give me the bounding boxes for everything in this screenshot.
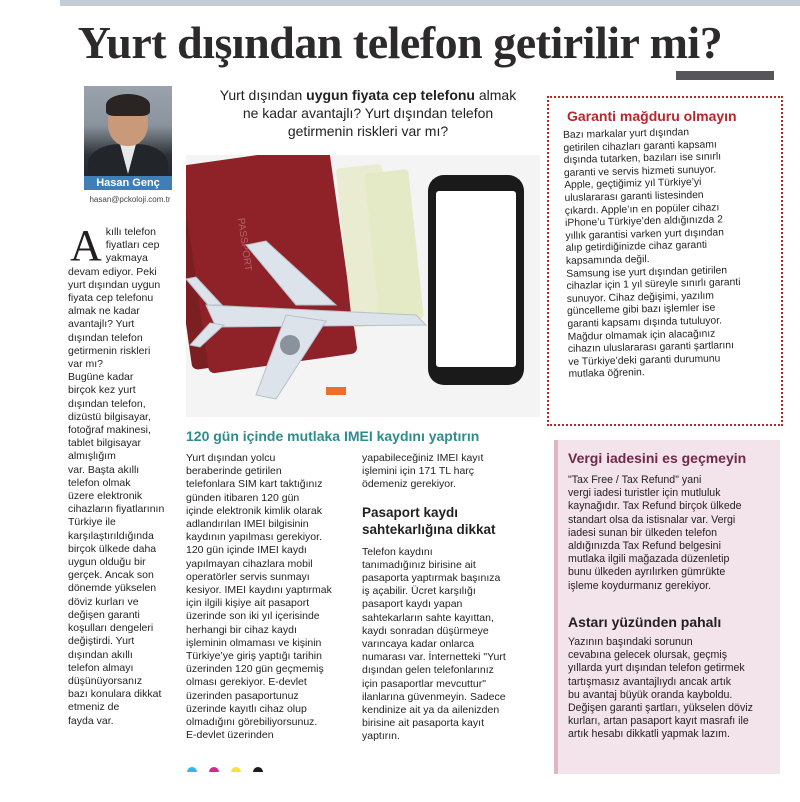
drop-cap: A	[70, 221, 102, 270]
intro-column	[68, 221, 172, 728]
svg-text:PASSPORT: PASSPORT	[234, 217, 254, 272]
tax-heading: Vergi iadesini es geçmeyin	[568, 450, 747, 466]
lead-text: Yurt dışından uygun fiyata cep telefonu almak ne kadar avantajlı? Yurt dışından telefon getirmenin riskleri var mı?	[219, 87, 517, 139]
intro-text: kıllı telefon fiyatları cep yakmaya devam ediyor. Peki yurt dışından uygun fiyata cep telefonu almak ne kadar avantajlı? Yurt dışından telefon getirmenin riskleri var mı? Bugüne kadar birçok kez yurt dışından telefon, dizüstü bilgisayar, fotoğraf makinesi, tablet bilgisayar almışlığım var. Başta akıllı telefon olmak üzere elektronik cihazların fiyatlarının Türkiye ile karşılaştırıldığında birçok ülkede daha uygun olduğu bir gerçek. Ancak son dönemde yükselen döviz kurları ve değişen garanti koşulları dengeleri değiştirdi. Yurt dışından akıllı telefon almayı düşünüyorsanız bazı konulara dikkat etmeniz de fayda var.	[68, 226, 165, 727]
main-photo	[186, 155, 540, 417]
lead-emphasis: uygun fiyata cep telefonu	[306, 87, 475, 103]
airplane-passports-phone-illustration	[186, 155, 540, 417]
tax-text: "Tax Free / Tax Refund" yani vergi iadesi turistler için mutluluk kaynağıdır. Tax Refund birçok ülkede standart olsa da istisnalar var. Vergi iadesi sunan bir ülkeden telefon aldığınızda Tax Refund belgesini mutlaka ilgili mağazada düzenletip bunu ülkeden ayrılırken gümrükte işleme koydurmanız gerekiyor.	[568, 474, 742, 592]
guarantee-box	[547, 96, 783, 426]
imei-column-b	[362, 452, 542, 744]
guarantee-heading: Garanti mağduru olmayın	[567, 108, 737, 124]
passport-text: Telefon kaydını tanımadığınız birisine ait pasaporta yaptırmak başınıza iş açabilir. Ücret karşılığı pasaport kaydı yapan sahtekarların sahte kayıttan, kaydı sonradan düşürmeye varıncaya kadar onlarca numarası var. İnternetteki "Yurt dışından gelen telefonlarınız için pasaportlar mevcuttur" ilanlarına güvenmeyin. Sadece kendinize ait ya da ailenizden birisine ait pasaporta kayıt yaptırın.	[362, 545, 506, 743]
author-photo	[84, 86, 172, 184]
print-registration-marks	[186, 764, 306, 772]
lining-text: Yazının başındaki sorunun cevabına gelecek olursak, geçmiş yıllarda yurt dışından telefon getirmek tartışmasız avantajlıydı ancak artık bu avantaj büyük oranda kayboldu. Değişen garanti şartları, yükselen döviz kurları, artan pasaport kayıt masrafı ile artık hesabı dikkatli yapmak lazım.	[568, 636, 753, 741]
lining-heading: Astarı yüzünden pahalı	[568, 614, 722, 630]
imei-text-top: yapabileceğiniz IMEI kayıt işlemini için 171 TL harç ödemeniz gerekiyor.	[362, 452, 484, 491]
author-email: hasan@pckoloji.com.tr	[89, 195, 171, 204]
imei-column-a: Yurt dışından yolcu beraberinde getirilen telefonlara SIM kart taktığınız günden itibaren 120 gün içinde elektronik kimlik olarak adlandırılan IMEI bilgisinin kaydının yapılması gerekiyor. 120 gün içinde IMEI kaydı yapılmayan cihazlara mobil operatörler servis sunmayı kesiyor. IMEI kaydını yaptırmak için ilgili kişiye ait pasaport üzerinde son iki yıl içerisinde herhangi bir cihaz kaydı işleminin olmaması ve kişinin Türkiye’ye giriş yaptığı tarihin üzerinden 120 gün geçmemiş olması gerekiyor. E-devlet üzerinden pasaportunuz üzerinde kayıtlı cihaz olup olmadığını görebiliyorsunuz. E-devlet üzerinden	[186, 452, 332, 742]
title-underline	[676, 71, 774, 80]
author-name: Hasan Genç	[84, 176, 172, 190]
page-title: Yurt dışından telefon getirilir mi?	[77, 17, 723, 68]
guarantee-text: Bazı markalar yurt dışından getirilen cihazları garanti kapsamı dışında tutarken, bazıları ise sınırlı garanti ve servis hizmeti sunuyor. Apple, geçtiğimiz yıl Türkiye’yi uluslararası garanti listesinden çıkardı. Apple’ın en popüler cihazı iPhone’u Türkiye’den aldığınızda 2 yıllık garantisi varken yurt dışından alıp getirdiğinizde cihaz garanti kapsamında değil. Samsung ise yurt dışından getirilen cihazlar için 1 yıl süreyle sınırlı garanti sunuyor. Cihaz değişimi, yazılım güncelleme gibi bazı işlemler ise garanti kapsamı dışında tutuluyor. Mağdur olmamak için alacağınız cihazın uluslararası garanti şartlarını ve Türkiye’deki garanti durumunu mutlaka öğrenin.	[563, 127, 741, 381]
sidebar-box	[554, 440, 780, 774]
imei-heading: 120 gün içinde mutlaka IMEI kaydını yaptırın	[186, 428, 480, 444]
top-rule	[60, 0, 800, 6]
passport-heading: Pasaport kaydı sahtekarlığına dikkat	[362, 504, 496, 537]
